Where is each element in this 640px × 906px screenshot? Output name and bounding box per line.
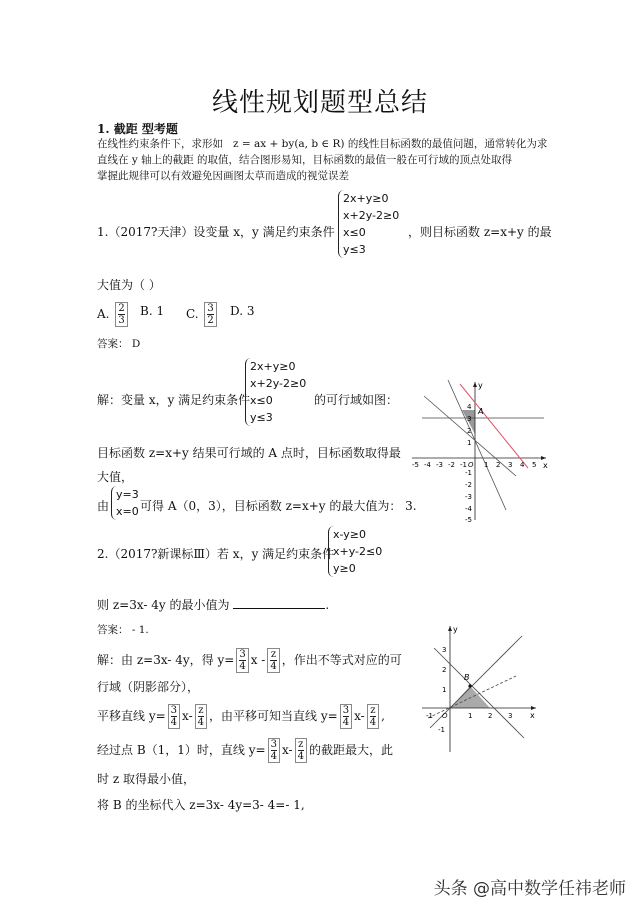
problem1-solution-1: 解：变量 x，y 满足约束条件 <box>97 393 251 407</box>
x-tick: 1 <box>468 712 473 720</box>
intro-line-1a: 在线性约束条件下，求形如 <box>97 138 223 150</box>
y-tick: -2 <box>465 481 472 489</box>
problem2-solution-3 <box>97 704 385 729</box>
solution-text: 平移直线 y= <box>97 709 166 723</box>
constraint: 2x+y≥0 <box>250 360 296 373</box>
problem1-solution-2: 目标函数 z=x+y 结果可行域的 A 点时，目标函数取得最 <box>97 446 401 460</box>
option-b: B. 1 <box>140 304 165 318</box>
y-tick: 3 <box>467 415 472 423</box>
denominator: 4 <box>239 661 246 672</box>
x-axis-arrow <box>541 456 546 460</box>
fraction <box>204 302 216 327</box>
fraction <box>115 302 127 327</box>
problem2-constraints <box>328 526 382 577</box>
problem2-solution-1 <box>97 648 402 673</box>
feasible-region-graph-1 <box>408 378 550 522</box>
y-tick: 1 <box>442 686 447 694</box>
equation: x=0 <box>116 505 139 518</box>
denominator: 4 <box>369 717 377 728</box>
numerator: 3 <box>342 705 350 716</box>
denominator: 4 <box>197 717 205 728</box>
x-tick: -1 <box>460 461 467 469</box>
objective-line <box>460 384 528 468</box>
solution-text: x- <box>354 709 365 723</box>
problem1-constraints <box>338 190 399 258</box>
fraction <box>367 704 379 729</box>
constraint: x≤0 <box>250 394 273 407</box>
x-tick: 3 <box>508 461 513 469</box>
line-2x-plus-y <box>448 380 506 510</box>
y-axis-label: y <box>453 625 458 634</box>
x-tick: -4 <box>424 461 431 469</box>
denominator: 4 <box>297 751 304 762</box>
fraction <box>168 704 180 729</box>
option-d: D. 3 <box>230 304 255 318</box>
constraint: x+y-2≤0 <box>333 545 383 558</box>
solution-text: 经过点 B（1，1）时，直线 y= <box>97 743 266 757</box>
y-tick: 3 <box>442 646 447 654</box>
x-tick: -1 <box>426 712 433 720</box>
fraction <box>267 648 279 673</box>
numerator: z <box>298 739 304 750</box>
constraint: 2x+y≥0 <box>343 192 389 205</box>
numerator: z <box>198 705 204 716</box>
point-label-b: B <box>464 673 470 682</box>
x-tick: -5 <box>412 461 419 469</box>
fraction <box>236 648 248 673</box>
origin-label: O <box>468 461 474 469</box>
solution-text: x- <box>182 709 193 723</box>
constraint: y≤3 <box>250 411 273 424</box>
x-tick-labels <box>412 461 536 469</box>
x-tick: 4 <box>520 461 525 469</box>
point-label-a: A <box>478 407 484 416</box>
constraint: x≤0 <box>343 226 366 239</box>
point-b-marker <box>468 684 471 687</box>
y-axis-label: y <box>478 381 483 390</box>
y-tick: 2 <box>442 666 447 674</box>
numerator: 3 <box>207 303 214 314</box>
problem1-stem-cont: ，则目标函数 z=x+y 的最 <box>408 225 552 239</box>
intro-line-1b: z = ax + by(a, b ∈ R) 的线性目标函数的最值问题，通常转化为求 <box>233 138 548 150</box>
problem2-solution-6: 将 B 的坐标代入 z=3x- 4y=3- 4=- 1, <box>97 798 305 812</box>
problem1-solution-3: 大值， <box>97 470 134 484</box>
problem1-solution-4a: 由 <box>97 499 110 513</box>
problem1-solution-constraints <box>245 358 306 426</box>
numerator: 3 <box>239 649 246 660</box>
page-title: 线性规划题型总结 <box>211 88 428 118</box>
problem2-solution-5: 时 z 取得最小值， <box>97 772 195 786</box>
feasible-region-graph-2 <box>420 622 538 756</box>
y-tick: -3 <box>465 493 472 501</box>
y-tick: 1 <box>467 439 472 447</box>
problem2-solution-2: 行域（阴影部分）， <box>97 680 200 694</box>
fraction <box>268 738 280 763</box>
constraint: x-y≥0 <box>333 528 367 541</box>
problem1-answer: 答案： D <box>97 338 141 350</box>
solution-text: , <box>381 709 385 723</box>
problem1-solution-system <box>111 486 139 520</box>
constraint: y≥0 <box>333 562 356 575</box>
solution-text: ，作出不等式对应的可 <box>281 653 402 667</box>
option-a-label: A. <box>97 307 110 321</box>
solution-text: x - <box>250 653 266 667</box>
origin-label: O <box>442 712 448 720</box>
fraction <box>195 704 207 729</box>
numerator: 2 <box>118 303 125 314</box>
constraint: y≤3 <box>343 243 366 256</box>
problem1-stem: 1.（2017?天津）设变量 x，y 满足约束条件 <box>97 225 335 239</box>
denominator: 3 <box>118 315 125 326</box>
x-tick: -3 <box>436 461 443 469</box>
x-tick: 1 <box>484 461 489 469</box>
denominator: 4 <box>270 751 277 762</box>
x-tick: 5 <box>532 461 537 469</box>
intro-line-3: 掌握此规律可以有效避免因画图太草而造成的视觉误差 <box>97 170 349 182</box>
y-tick: -4 <box>465 505 472 513</box>
y-axis-arrow <box>448 626 452 631</box>
x-axis-arrow <box>531 706 536 710</box>
y-tick: -5 <box>465 516 472 522</box>
option-c <box>186 302 219 327</box>
problem2-question: 则 z=3x- 4y 的最小值为 <box>97 598 230 612</box>
denominator: 4 <box>170 717 178 728</box>
x-tick: 3 <box>508 712 513 720</box>
problem2-stem: 2.（2017?新课标Ⅲ）若 x，y 满足约束条件 <box>97 547 335 561</box>
x-tick: 2 <box>488 712 493 720</box>
y-axis-arrow <box>473 382 477 387</box>
y-tick: -1 <box>465 469 472 477</box>
fraction <box>340 704 352 729</box>
solution-text: x- <box>281 743 293 757</box>
y-tick: -1 <box>438 726 445 734</box>
problem1-stem-end: 大值为（ ） <box>97 278 161 292</box>
problem1-solution-1b: 的可行域如图： <box>314 393 399 407</box>
solution-text: 的截距最大，此 <box>308 743 393 757</box>
y-tick: 2 <box>467 427 472 435</box>
problem1-solution-4b: 可得 A（0，3），目标函数 z=x+y 的最大值为： 3. <box>140 499 417 513</box>
intro-line-2: 直线在 y 轴上的截距 的取值，结合图形易知，目标函数的最值一般在可行域的顶点处取得 <box>97 154 512 166</box>
period: . <box>325 598 330 612</box>
watermark-footer: 头条 @高中数学任祎老师 <box>433 879 626 899</box>
y-tick: 4 <box>467 403 472 411</box>
constraint: x+2y-2≥0 <box>343 209 400 222</box>
fraction <box>295 738 307 763</box>
numerator: 3 <box>270 739 277 750</box>
numerator: 3 <box>170 705 178 716</box>
denominator: 2 <box>207 315 214 326</box>
constraint: x+2y-2≥0 <box>250 377 307 390</box>
option-a <box>97 302 130 327</box>
section-heading: 1. 截距 型考题 <box>97 122 178 136</box>
option-c-label: C. <box>186 307 199 321</box>
x-tick: -2 <box>448 461 455 469</box>
equation: y=3 <box>116 488 139 501</box>
denominator: 4 <box>270 661 277 672</box>
denominator: 4 <box>342 717 350 728</box>
solution-text: 解：由 z=3x- 4y，得 y= <box>97 653 235 667</box>
problem2-solution-4 <box>97 738 393 763</box>
x-axis-label: x <box>530 711 535 720</box>
numerator: z <box>270 649 277 660</box>
answer-blank <box>233 598 325 609</box>
solution-text: ，由平移可知当直线 y= <box>209 709 338 723</box>
problem2-stem-cont <box>97 596 329 613</box>
problem2-answer: 答案： - 1. <box>97 624 149 636</box>
numerator: z <box>370 705 376 716</box>
line-x-plus-y-minus-2 <box>434 648 524 738</box>
x-axis-label: x <box>543 461 548 470</box>
x-tick: 2 <box>496 461 501 469</box>
